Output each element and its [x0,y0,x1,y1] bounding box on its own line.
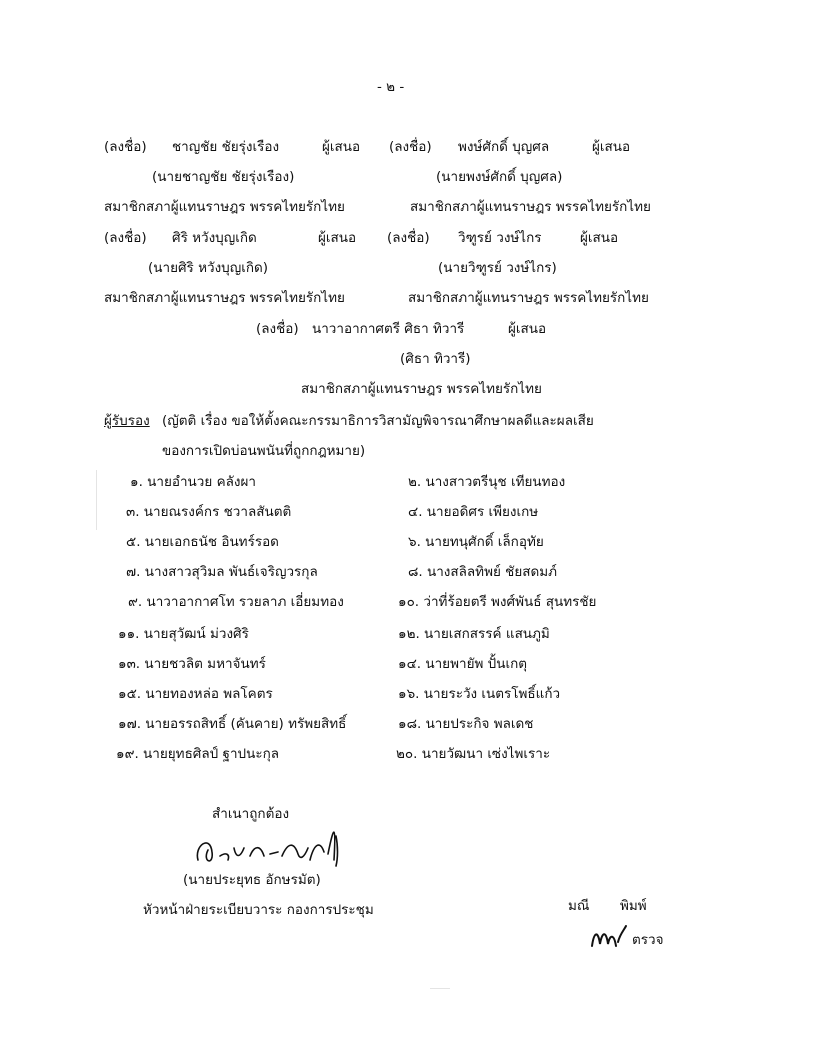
proposer-2-role: ผู้เสนอ [592,139,631,155]
proposer-3-full-name: (นายศิริ หวังบุญเกิด) [148,260,269,276]
proposer-1-role: ผู้เสนอ [322,139,361,155]
proposer-4-role: ผู้เสนอ [580,230,619,246]
proposer-4-affiliation: สมาชิกสภาผู้แทนราษฎร พรรคไทยรักไทย [408,290,649,306]
certifier-position: หัวหน้าฝ่ายระเบียบวาระ กองการประชุม [143,902,374,918]
endorser-item: ๕. นายเอกธนัช อินทร์รอด [126,534,279,550]
proposer-5-full-name: (ศิธา ทิวารี) [400,351,471,367]
endorsement-motion-line-1: (ญัตติ เรื่อง ขอให้ตั้งคณะกรรมาธิการวิสามัญพิจารณาศึกษาผลดีและผลเสีย [162,413,594,429]
endorsement-label: ผู้รับรอง [104,413,150,429]
certified-copy-label: สำเนาถูกต้อง [212,806,290,822]
proposer-3-role: ผู้เสนอ [318,230,357,246]
endorser-item: ๒๐. นายวัฒนา เซ่งไพเราะ [396,746,551,762]
certifier-name: (นายประยุทธ อักษรมัต) [183,872,321,888]
typist-name: มณี [568,898,590,914]
endorser-item: ๑๐. ว่าที่ร้อยตรี พงศ์พันธ์ สุนทรชัย [398,594,597,610]
proposer-5-sign-prefix: (ลงชื่อ) [256,321,299,337]
proposer-2-sign-name: พงษ์ศักดิ์ บุญศล [458,139,550,155]
endorser-item: ๗. นางสาวสุวิมล พันธ์เจริญวรกุล [126,564,318,580]
endorser-item: ๑๖. นายระวัง เนตรโพธิ์แก้ว [398,686,561,702]
proposer-4-sign-prefix: (ลงชื่อ) [387,230,430,246]
endorser-item: ๘. นางสลิลทิพย์ ชัยสดมภ์ [408,564,558,580]
endorser-item: ๑๓. นายชวลิต มหาจันทร์ [118,656,266,672]
endorser-item: ๑๔. นายพายัพ ปั้นเกตุ [398,656,528,672]
proposer-1-sign-prefix: (ลงชื่อ) [104,139,147,155]
proposer-5-affiliation: สมาชิกสภาผู้แทนราษฎร พรรคไทยรักไทย [301,381,542,397]
scan-artifact [96,470,97,530]
proposer-3-sign-prefix: (ลงชื่อ) [104,230,147,246]
endorser-item: ๑๘. นายประกิจ พลเดช [398,716,534,732]
page-number: - ๒ - [377,79,405,95]
initial-scribble-icon [586,922,630,952]
endorser-item: ๓. นายณรงค์กร ชวาลสันตติ [126,504,292,520]
endorser-item: ๑๑. นายสุวัฒน์ ม่วงศิริ [118,626,249,642]
signature-scribble-icon [190,826,360,872]
proposer-2-sign-prefix: (ลงชื่อ) [389,139,432,155]
proposer-5-sign-name: นาวาอากาศตรี ศิธา ทิวารี [312,321,465,337]
endorser-item: ๑๒. นายเสกสรรค์ แสนภูมิ [398,626,550,642]
endorser-item: ๑๙. นายยุทธศิลป์ ฐาปนะกุล [116,746,280,762]
proposer-2-full-name: (นายพงษ์ศักดิ์ บุญศล) [436,169,563,185]
typist-action: พิมพ์ [620,898,647,914]
endorser-item: ๑๕. นายทองหล่อ พลโคตร [118,686,273,702]
checker-label: ตรวจ [632,932,664,948]
scan-artifact [430,988,450,989]
endorser-item: ๖. นายทนุศักดิ์ เล็กอุทัย [408,534,544,550]
endorser-item: ๑๗. นายอรรถสิทธิ์ (คันคาย) ทรัพยสิทธิ์ [118,716,347,732]
endorser-item: ๔. นายอดิศร เพียงเกษ [408,504,539,520]
proposer-1-full-name: (นายชาญชัย ชัยรุ่งเรือง) [152,169,295,185]
endorser-item: ๒. นางสาวตรีนุช เทียนทอง [408,474,566,490]
proposer-2-affiliation: สมาชิกสภาผู้แทนราษฎร พรรคไทยรักไทย [410,199,651,215]
proposer-3-sign-name: ศิริ หวังบุญเกิด [172,230,257,246]
proposer-3-affiliation: สมาชิกสภาผู้แทนราษฎร พรรคไทยรักไทย [104,290,345,306]
endorsement-motion-line-2: ของการเปิดบ่อนพนันที่ถูกกฎหมาย) [162,443,366,459]
proposer-5-role: ผู้เสนอ [508,321,547,337]
endorser-item: ๙. นาวาอากาศโท รวยลาภ เอี่ยมทอง [128,594,344,610]
proposer-1-sign-name: ชาญชัย ชัยรุ่งเรือง [172,139,280,155]
proposer-4-sign-name: วิฑูรย์ วงษ์ไกร [458,230,542,246]
proposer-1-affiliation: สมาชิกสภาผู้แทนราษฎร พรรคไทยรักไทย [104,199,345,215]
proposer-4-full-name: (นายวิฑูรย์ วงษ์ไกร) [438,260,557,276]
endorser-item: ๑. นายอำนวย คลังผา [130,474,256,490]
